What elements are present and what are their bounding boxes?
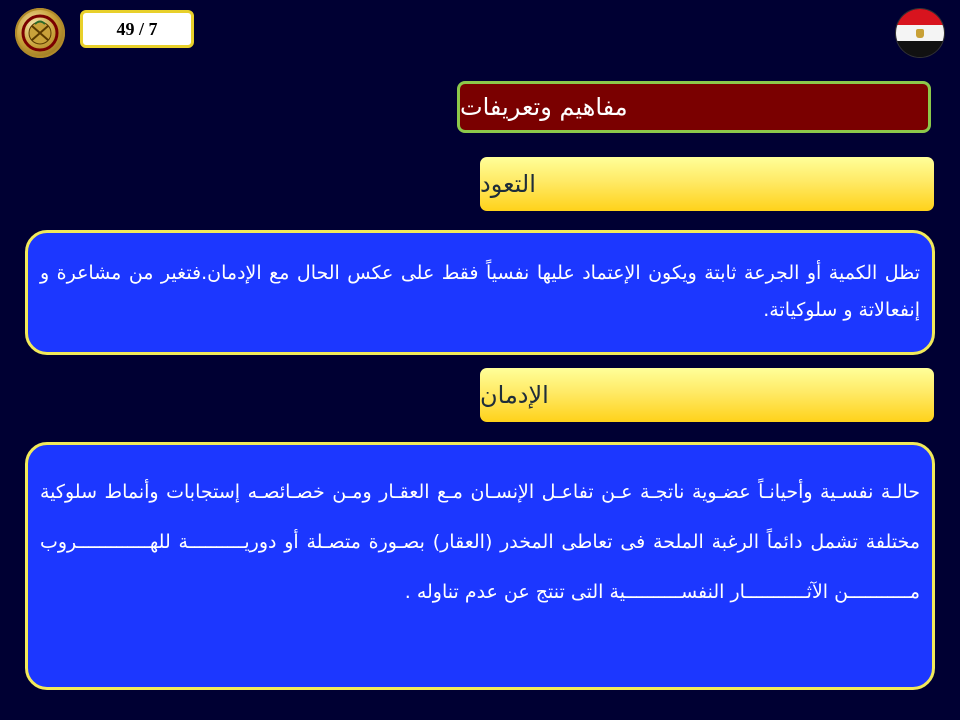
eagle-icon — [916, 29, 924, 38]
habituation-definition: تظل الكمية أو الجرعة ثابتة ويكون الإعتماد عليها نفسياً فقط على عكس الحال مع الإدمان.فتغير من مشاعرة و إنفعالاتة و سلوكياتة. — [40, 262, 920, 321]
section-text-habituation — [25, 230, 935, 355]
section-text-addiction — [25, 442, 935, 690]
page-counter: 49 / 7 — [80, 10, 194, 48]
emblem-icon — [15, 8, 65, 58]
military-emblem-logo — [15, 8, 65, 58]
section-label-addiction: الإدمان — [480, 368, 934, 422]
slide-title: مفاهيم وتعريفات — [457, 81, 931, 133]
addiction-definition: حالـة نفسـية وأحيانـاً عضـوية ناتجـة عـن تفاعـل الإنسـان مـع العقـار ومـن خصـائصـه إستجابات وأنماط سلوكية مختلفة تشمل دائماً الرغبة الملحة فى تعاطى المخدر (العقار) بصـورة متصـلة أو دوريــــــــــة للهـــــــــــــروب مـــــــــــن الآثـــــــــــار النفســــــــــية التى تنتج عن عدم تناوله . — [40, 481, 920, 603]
egypt-flag-icon — [896, 9, 944, 57]
section-label-habituation: التعود — [480, 157, 934, 211]
